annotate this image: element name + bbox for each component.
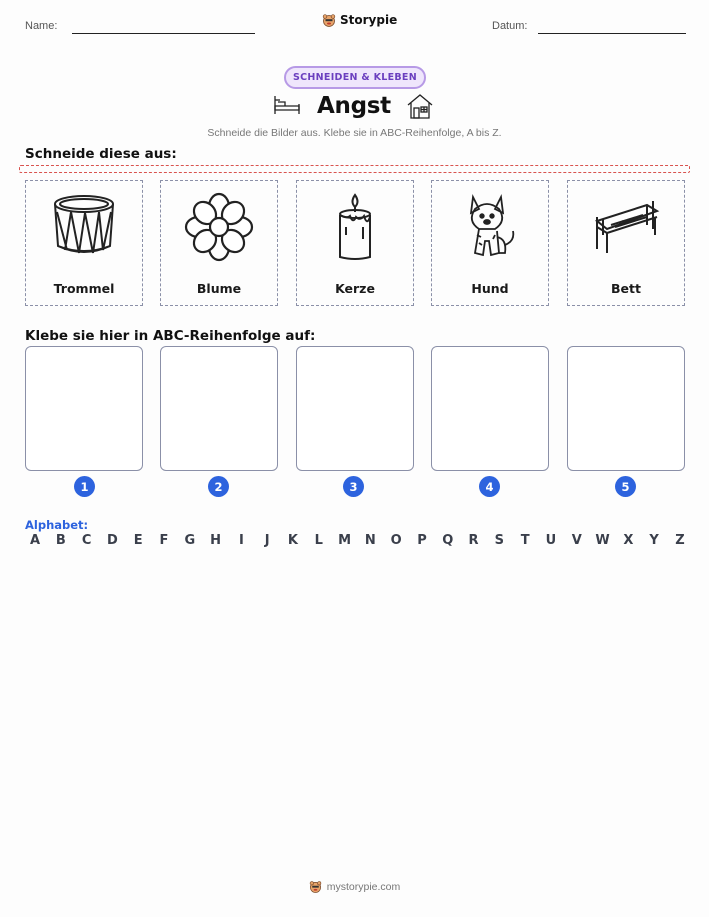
alphabet-letter: O	[390, 533, 402, 548]
number-badge-3: 3	[343, 476, 364, 497]
drum-icon	[49, 192, 119, 262]
date-label: Datum:	[492, 20, 528, 32]
alphabet-letter: R	[468, 533, 479, 548]
alphabet-letter: U	[545, 533, 557, 548]
paste-box-5[interactable]	[567, 346, 685, 471]
alphabet-letter: P	[417, 533, 427, 548]
footer	[0, 880, 709, 893]
paste-box-2[interactable]	[160, 346, 278, 471]
alphabet-letter: I	[238, 533, 244, 548]
brand-logo	[322, 13, 397, 27]
alphabet-letter: D	[106, 533, 118, 548]
alphabet-letter: L	[314, 533, 323, 548]
cut-card-label: Blume	[196, 281, 242, 296]
alphabet-letter: Z	[675, 533, 685, 548]
alphabet-letter: E	[133, 533, 143, 548]
number-badge-2: 2	[208, 476, 229, 497]
alphabet-letter: F	[159, 533, 169, 548]
storypie-mascot-icon	[309, 880, 322, 893]
alphabet-letter: T	[520, 533, 530, 548]
brand-name: Storypie	[340, 13, 398, 27]
alphabet-letter: H	[210, 533, 222, 548]
alphabet-letter: C	[81, 533, 92, 548]
instructions: Schneide die Bilder aus. Klebe sie in ABC-Reihenfolge, A bis Z.	[207, 127, 502, 139]
number-badge-5: 5	[615, 476, 636, 497]
paste-heading: Klebe sie hier in ABC-Reihenfolge auf:	[25, 328, 316, 344]
alphabet-letter: M	[338, 533, 352, 548]
alphabet-letter: X	[623, 533, 634, 548]
paste-box-4[interactable]	[431, 346, 549, 471]
footer-url[interactable]: mystorypie.com	[326, 880, 401, 893]
cut-card-label: Hund	[471, 281, 509, 296]
bed-icon	[591, 195, 661, 259]
number-badge-4: 4	[479, 476, 500, 497]
activity-badge-label: SCHNEIDEN & KLEBEN	[293, 72, 417, 83]
cut-card-trommel[interactable]	[25, 180, 143, 306]
activity-badge	[284, 66, 426, 89]
cut-card-blume[interactable]	[160, 180, 278, 306]
cut-heading: Schneide diese aus:	[25, 146, 177, 162]
storypie-mascot-icon	[322, 13, 336, 27]
cut-card-bett[interactable]	[567, 180, 685, 306]
cut-card-kerze[interactable]	[296, 180, 414, 306]
alphabet-letter: W	[595, 533, 610, 548]
cut-card-label: Kerze	[335, 281, 375, 296]
name-label: Name:	[25, 20, 58, 32]
paste-box-3[interactable]	[296, 346, 414, 471]
cut-line	[19, 165, 690, 173]
alphabet-letter: V	[571, 533, 582, 548]
alphabet-letter: Q	[442, 533, 454, 548]
candle-icon	[320, 191, 390, 263]
cut-card-label: Trommel	[53, 281, 115, 296]
alphabet-letter: G	[184, 533, 196, 548]
alphabet-letter: N	[364, 533, 376, 548]
name-line[interactable]	[72, 33, 255, 34]
dog-icon	[455, 191, 525, 263]
number-badge-1: 1	[74, 476, 95, 497]
flower-icon	[184, 192, 254, 262]
alphabet-row	[25, 533, 690, 548]
cut-card-label: Bett	[611, 281, 641, 296]
page-title: Angst	[317, 93, 391, 119]
date-line[interactable]	[538, 33, 686, 34]
alphabet-letter: B	[55, 533, 66, 548]
alphabet-letter: S	[494, 533, 505, 548]
alphabet-letter: K	[287, 533, 298, 548]
house-icon	[405, 92, 435, 120]
alphabet-letter: Y	[649, 533, 659, 548]
alphabet-letter: J	[264, 533, 270, 548]
alphabet-heading: Alphabet:	[25, 518, 89, 532]
alphabet-letter: A	[29, 533, 41, 548]
cut-card-hund[interactable]	[431, 180, 549, 306]
paste-box-1[interactable]	[25, 346, 143, 471]
bed-icon	[272, 92, 302, 118]
